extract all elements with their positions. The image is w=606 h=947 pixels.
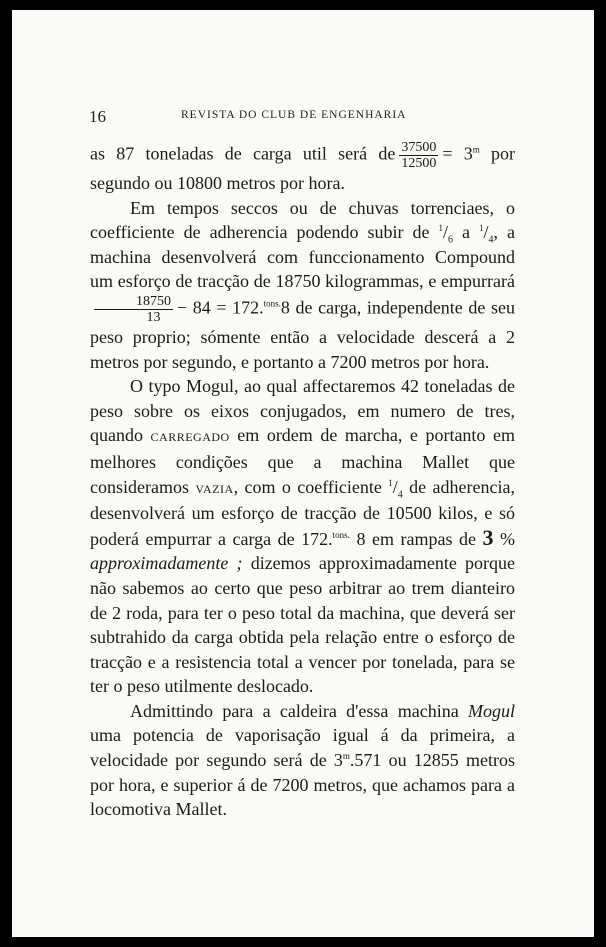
paragraph-1 [90, 140, 515, 196]
text-run: por segundo ou 10800 metros por hora. [90, 143, 515, 193]
small-caps-word: CARREGADO [150, 430, 230, 445]
text-run: , a machina desenvolverá com funccionamento Compound um esforço de tracção de 18750 kilogrammas, e empurrará [90, 222, 515, 292]
superscript: m [472, 144, 480, 155]
italic-text: approximadamente ; [90, 553, 243, 574]
body-text [90, 140, 515, 822]
superscript: tons. [332, 529, 350, 540]
superscript: m [342, 751, 350, 762]
text-run: Em tempos seccos ou de chuvas torrenciaes, o coefficiente de adherencia podendo subir de [90, 197, 515, 243]
page-number: 16 [89, 107, 106, 126]
paragraph-2: Em tempos seccos ou de chuvas torrenciaes, o coefficiente de adherencia podendo subir de $^1/_6$ a $^1/_4$, a machina desenvolverá com funccionamento Compound um esforço de tracção de 18750 kilogrammas, e empurrará $\frac{18750}{13}$ − 84 = 172.$^{tons.}$8 de carga, independente de seu peso proprio; sómente então a velocidade descerá a 2 metros por segundo, e portanto a 7200 metros por hora. [90, 197, 515, 372]
fraction-denominator: 13 [146, 309, 161, 325]
text-run: = 3 [442, 143, 473, 164]
text-run: 8 de carga, independente de seu peso proprio; sómente então a velocidade descerá a 2 metros por segundo, e portanto a 7200 metros por hora. [90, 297, 515, 372]
text-run: de adherencia, desenvolverá um esforço de tracção de 10500 kilos, e só poderá empurrar a carga de 172. [90, 476, 515, 549]
text-run: dizemos approximadamente porque não sabemos ao certo que peso arbitrar ao trem dianteiro de 2 roda, para ter o peso total da machina, que deverá ser subtrahido da carga obtida pela relação entre o esforço de tracção e a resistencia total a vencer por tonelada, para se ter o peso utilmente deslocado. [90, 553, 515, 697]
running-title: REVISTA DO CLUB DE ENGENHARIA [181, 109, 407, 121]
text-run: as 87 toneladas de carga util será de [90, 143, 396, 164]
text-run: em ordem de marcha, e portanto em melhores condições que a machina Mallet que consideramos [90, 425, 515, 497]
text-run: Admittindo para a caldeira d'essa machina [130, 700, 468, 721]
fraction-denominator: 12500 [401, 156, 437, 171]
italic-text: Mogul [468, 700, 515, 721]
subscript: 6 [448, 234, 453, 246]
fraction [94, 294, 173, 325]
subscript: 4 [397, 489, 403, 501]
fraction-numerator: 18750 [94, 294, 173, 310]
bold-number: 3 [482, 524, 494, 550]
superscript: 1 [388, 477, 393, 488]
superscript: 1 [438, 223, 443, 234]
superscript: 1 [478, 223, 484, 234]
text-run: uma potencia de vaporisação igual á da primeira, a velocidade por segundo será de 3 [90, 725, 515, 771]
paragraph-4 [90, 699, 515, 822]
text-run: , com o coefficiente [233, 476, 389, 497]
text-run: .571 ou 12855 metros por hora, e superior á de 7200 metros, que achamos para a locomotiva Mallet. [90, 750, 515, 820]
text-run: % [493, 528, 515, 549]
page-header [89, 105, 519, 125]
superscript: tons. [263, 298, 281, 309]
text-run: O typo Mogul, ao qual affectaremos 42 toneladas de peso sobre os eixos conjugados, em numero de tres, quando [90, 376, 515, 446]
text-run: a [453, 222, 479, 243]
fraction-numerator: 37500 [401, 140, 437, 155]
paragraph-3: O typo Mogul, ao qual affectaremos 42 toneladas de peso sobre os eixos conjugados, em numero de tres, quando CARREGADO em ordem de marcha, e portanto em melhores condições que a machina Mallet que consideramos VAZIA, com o coefficiente $^1/_4$ de adherencia, desenvolverá um esforço de tracção de 10500 kilos, e só poderá empurrar a carga de 172.$^{tons.}$ 8 em rampas de 3 % approximadamente ; dizemos approximadamente porque não sabemos ao certo que peso arbitrar ao trem dianteiro de 2 roda, para ter o peso total da machina, que deverá ser subtrahido da carga obtida pela relação entre o esforço de tracção e a resistencia total a vencer por tonelada, para se ter o peso utilmente deslocado. [90, 376, 515, 697]
small-caps-word: VAZIA [195, 481, 234, 496]
text-run: 8 em rampas de [349, 528, 483, 549]
text-run: − 84 = 172. [177, 297, 264, 318]
book-page [12, 10, 594, 937]
fraction [399, 140, 438, 171]
subscript: 4 [488, 234, 494, 246]
